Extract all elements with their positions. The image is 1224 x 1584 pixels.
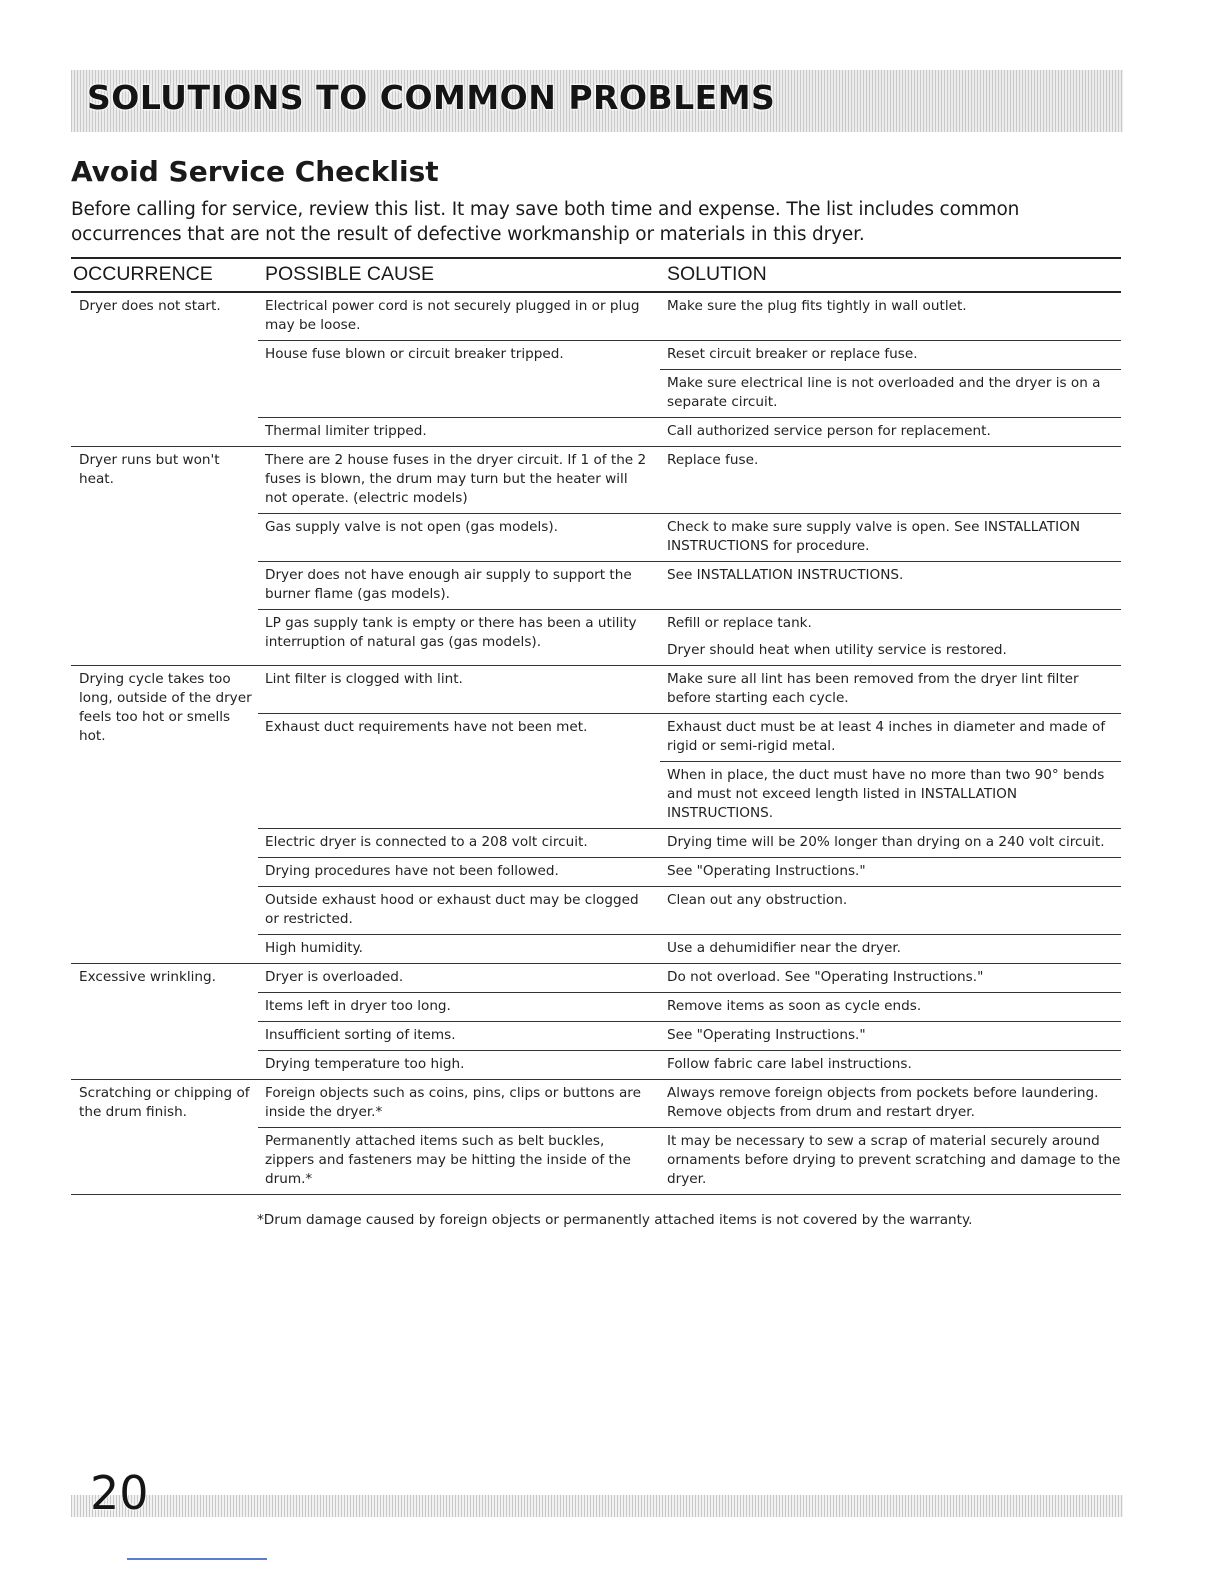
- cause-cell: Electric dryer is connected to a 208 volt circuit.: [258, 829, 660, 858]
- cause-cell: [258, 370, 660, 418]
- footer-rule: [127, 1558, 267, 1560]
- cause-cell: Dryer does not have enough air supply to support the burner flame (gas models).: [258, 562, 660, 610]
- solution-text: Refill or replace tank.: [667, 615, 812, 631]
- solution-cell: Follow fabric care label instructions.: [660, 1051, 1121, 1080]
- cause-cell: Outside exhaust hood or exhaust duct may be clogged or restricted.: [258, 887, 660, 935]
- cause-cell: Permanently attached items such as belt buckles, zippers and fasteners may be hitting the inside of the drum.*: [258, 1128, 660, 1195]
- solution-cell: Make sure electrical line is not overloaded and the dryer is on a separate circuit.: [660, 370, 1121, 418]
- header-possible-cause: POSSIBLE CAUSE: [258, 258, 660, 292]
- occurrence-cell: Dryer does not start.: [71, 292, 258, 447]
- solution-cell: When in place, the duct must have no more than two 90° bends and must not exceed length listed in INSTALLATION INSTRUCTIONS.: [660, 762, 1121, 829]
- page-number: 20: [90, 1466, 149, 1520]
- cause-cell: Gas supply valve is not open (gas models).: [258, 514, 660, 562]
- solution-cell: Remove items as soon as cycle ends.: [660, 993, 1121, 1022]
- solution-cell: Clean out any obstruction.: [660, 887, 1121, 935]
- solution-cell: Do not overload. See "Operating Instructions.": [660, 964, 1121, 993]
- header-solution: SOLUTION: [660, 258, 1121, 292]
- troubleshooting-table: [71, 257, 1121, 1195]
- table-header-row: [71, 258, 1121, 292]
- occurrence-cell: Scratching or chipping of the drum finish.: [71, 1080, 258, 1195]
- cause-cell: There are 2 house fuses in the dryer circuit. If 1 of the 2 fuses is blown, the drum may turn but the heater will not operate. (electric models): [258, 447, 660, 514]
- cause-cell: Exhaust duct requirements have not been met.: [265, 719, 588, 735]
- solution-cell: Drying time will be 20% longer than drying on a 240 volt circuit.: [660, 829, 1121, 858]
- solution-cell: See INSTALLATION INSTRUCTIONS.: [660, 562, 1121, 610]
- footer-band: [71, 1495, 1123, 1517]
- banner-title: SOLUTIONS TO COMMON PROBLEMS: [87, 78, 776, 117]
- solution-text: Dryer should heat when utility service is restored.: [667, 642, 1007, 658]
- solution-cell: Exhaust duct must be at least 4 inches in diameter and made of rigid or semi-rigid metal.: [660, 714, 1121, 762]
- solution-cell: Always remove foreign objects from pockets before laundering. Remove objects from drum and restart dryer.: [660, 1080, 1121, 1128]
- table-row: [71, 292, 1121, 341]
- occurrence-cell: Dryer runs but won't heat.: [71, 447, 258, 666]
- solution-cell: Make sure all lint has been removed from the dryer lint filter before starting each cycle.: [660, 666, 1121, 714]
- table-row: [71, 447, 1121, 514]
- section-banner: [71, 70, 1123, 132]
- solution-cell: Make sure the plug fits tightly in wall outlet.: [660, 292, 1121, 341]
- cause-cell: House fuse blown or circuit breaker tripped.: [265, 346, 564, 362]
- table-row: [71, 666, 1121, 714]
- solution-cell: [660, 610, 1121, 666]
- cause-cell: Drying procedures have not been followed.: [258, 858, 660, 887]
- solution-cell: Replace fuse.: [660, 447, 1121, 514]
- solution-cell: It may be necessary to sew a scrap of material securely around ornaments before drying to prevent scratching and damage to the dryer.: [660, 1128, 1121, 1195]
- page-title: Avoid Service Checklist: [71, 155, 439, 188]
- cause-cell: High humidity.: [258, 935, 660, 964]
- cause-cell: Electrical power cord is not securely plugged in or plug may be loose.: [258, 292, 660, 341]
- table-row: [71, 964, 1121, 993]
- occurrence-cell: Excessive wrinkling.: [71, 964, 258, 1080]
- solution-cell: Check to make sure supply valve is open. See INSTALLATION INSTRUCTIONS for procedure.: [660, 514, 1121, 562]
- solution-cell: See "Operating Instructions.": [660, 1022, 1121, 1051]
- table-body: [71, 292, 1121, 1195]
- cause-cell: Insufficient sorting of items.: [258, 1022, 660, 1051]
- footnote: *Drum damage caused by foreign objects or permanently attached items is not covered by the warranty.: [257, 1212, 973, 1228]
- occurrence-cell: Drying cycle takes too long, outside of the dryer feels too hot or smells hot.: [71, 666, 258, 964]
- cause-cell: Foreign objects such as coins, pins, clips or buttons are inside the dryer.*: [258, 1080, 660, 1128]
- cause-cell: LP gas supply tank is empty or there has been a utility interruption of natural gas (gas models).: [258, 610, 660, 666]
- cause-cell: Dryer is overloaded.: [258, 964, 660, 993]
- cause-cell: Items left in dryer too long.: [258, 993, 660, 1022]
- cause-cell: Lint filter is clogged with lint.: [258, 666, 660, 714]
- solution-cell: Use a dehumidifier near the dryer.: [660, 935, 1121, 964]
- header-occurrence: OCCURRENCE: [71, 258, 258, 292]
- cause-cell: Drying temperature too high.: [258, 1051, 660, 1080]
- cause-cell: Thermal limiter tripped.: [258, 418, 660, 447]
- solution-cell: See "Operating Instructions.": [660, 858, 1121, 887]
- solution-cell: Reset circuit breaker or replace fuse.: [660, 341, 1121, 370]
- table-row: [71, 1080, 1121, 1128]
- intro-paragraph: Before calling for service, review this list. It may save both time and expense. The list includes common occurrences that are not the result of defective workmanship or materials in this dryer.: [71, 199, 1020, 245]
- solution-cell: Call authorized service person for replacement.: [660, 418, 1121, 447]
- cause-cell: [258, 762, 660, 829]
